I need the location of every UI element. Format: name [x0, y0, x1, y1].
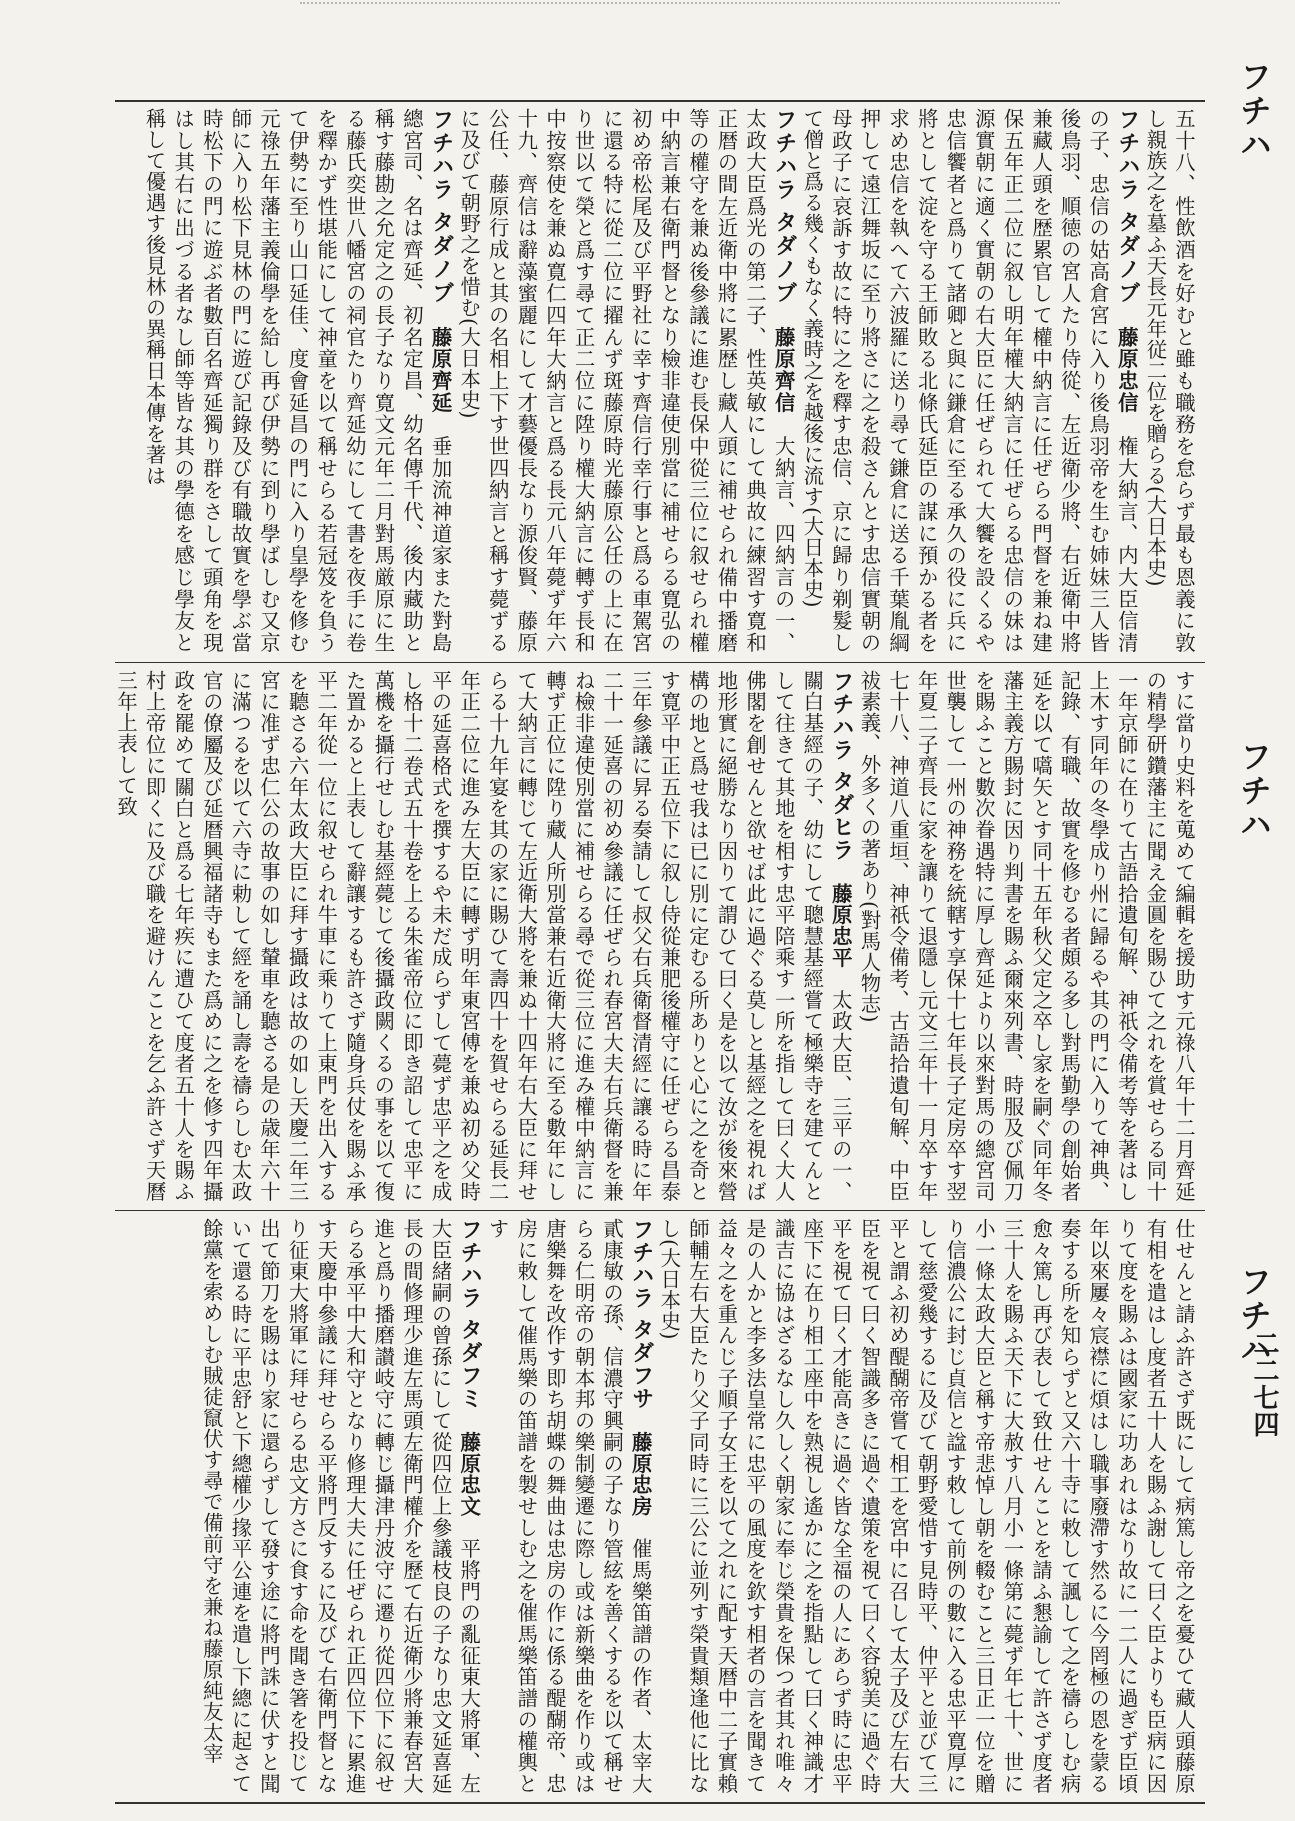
entry-reading: フチハラ タダヒラ — [828, 670, 854, 862]
running-head-top: フチハ — [1235, 60, 1273, 162]
entry-text: 権大納言、内大臣信清の子、忠信の姑高倉宮に入り後鳥羽帝を生む姉妹三人皆後鳥羽、順徳の宮人たり侍從、左近衛少將、右近衛中將兼藏人頭を歴累官して權中納言に任ぜらる門督を兼ね建保五年正二位に叙し明年權大納言に任ぜらる忠信の妹は源實朝に適く實朝の右大臣に任ぜられて大饗を設くるや忠信饗者と爲りて諸卿と與に鎌倉に至る承久の役に兵に將として淀を守る王師敗る北條氏延臣の謀に預かる者を求め忠信を執へて六波羅に送り尋て鎌倉に送る千葉胤綱押して遠江舞坂に至り將さに之を殺さんとす忠信實朝の母政子に哀訴す故に特に之を釋す忠信、京に歸り剃髮して僧と爲る幾くもなく義時之を越後に流す(大日本史) — [800, 108, 1139, 654]
entry-text: 仕せんと請ふ許さず既にして病篤し帝之を憂ひて藏人頭藤原有相を遣はし度者五十人を賜ふ謝して曰く臣よりも臣病に因りて度を賜ふは國家に功あれはなり故に一二人に過ぎず臣頃年以來屢々宸襟に煩はし職事廢滯す然るに今罔極の恩を蒙る奏する所を知らずと又六十寺に敕して諷して之を禱らしむ病愈々篤し再び表して致仕せんことを請ふ懇諭して許さず度者三十人を賜ふ天下に大赦す八月小一條第に薨ず年七十、世に小一條太政大臣と稱す帝悲悼し朝を輟むこと三日正一位を贈り信濃公に封じ貞信と諡す敕して前例の數に入る忠平寛厚にして慈愛幾するに及びて朝野愛惜す見時平、仲平と並びて三平と謂ふ初め醍醐帝嘗て相工を宮中に召して太子及び左右大臣を視て曰く智識多きに過ぐ遺策を視て曰く容貌美に過ぐ時平を視て曰く才能高きに過ぐ皆な全福の人にあらず時に忠平座下に在り相工座中を熟視し遙かに之を指點して曰く神識才識吉に協はざるなし久しく朝家に奉じ榮貴を保つ者其れ唯々是の人かと李多法皇常に忠平の風度を欽す相者の言を聞きて益々之を重んじ子順子女王を以て之れに配す天暦中二子實賴師輔左右大臣たり父子同時に三公に並列す榮貴類逢他に比なし(大日本史) — [657, 1218, 1196, 1794]
entry-text: 五十八、性飲酒を好むと雖も職務を怠らず最も恩義に敦し親族之を墓ふ天長元年従二位を贈らる(大日本史) — [1143, 108, 1196, 653]
running-head-middle: フチハ — [1235, 740, 1273, 842]
entry-fujiwara-tadanobu-2 — [457, 108, 796, 653]
entry-reading: フチハラ タダフサ — [628, 1218, 654, 1411]
entry-name: 藤原忠房 — [628, 1431, 653, 1517]
entry-name: 藤原忠平 — [828, 882, 853, 969]
scan-edge — [300, 2, 1060, 4]
entry-reading: フチハラ タダノブ — [428, 108, 454, 305]
entry-text: 垂加流神道家また對島總宮司、名は齊延、初名定昌、幼名傳千代、後内藏助と稱す藤勘之允定之の長子なり寛文元年二月對馬厳原に生る藤氏奕世八幡宮の祠官たり齊延幼にして書を夜手に卷を釋かず性堪能にして神童を以て稱せらる若冠笈を負うて伊勢に至り山口延佳、度會延昌の門に入り皇學を修む元祿五年藩主義倫學を給し再び伊勢に到り學ばしむ又京師に入り松下見林の門に遊び記錄及び有職故實を學ぶ當時松下の門に遊ぶ者數百名齊延獨り群をさして頭角を現はし其右に出づる者なし師等皆な其の學德を感じ學友と稱して優遇す後見林の異稱日本傳を著は — [142, 108, 453, 654]
entry-text: 平將門の亂征東大將軍、左大臣緒嗣の曾孫にして從四位上參議枝良の子なり忠文延喜延長の間修理少進左馬頭左衛門權介を歷て右近衛少將兼春宮大進と爲り播磨讃岐守に轉じ攝津丹波守に遷り從四位下に叙せらる承平中大和守となり修理大夫に任ぜられ正四位下に累進す天慶中參議に拜せらる平將門反するに及びて右衛門督となり征東大將軍に拜せらる忠文方さに食す命を聞き箸を投じて出て節刀を賜はり家に還らずして發す途に將門誅に伏すと聞いて還る時に平忠舒と下總權少掾平公連を遣し下總に起さて餘黨を索めしむ賊徒竄伏す尋で備前守を兼ね藤原純友太宰 — [199, 1218, 482, 1794]
page-number: 二二七四 — [1249, 1330, 1279, 1438]
entry-continuation — [1143, 108, 1196, 653]
running-head-bottom: フチハ — [1235, 1265, 1273, 1367]
entry-name: 藤原齊延 — [428, 326, 453, 414]
entry-name: 藤原忠文 — [457, 1431, 482, 1517]
entry-name: 藤原齊信 — [771, 326, 796, 414]
entry-fujiwara-tadanobu-1 — [800, 108, 1139, 653]
entry-fujiwara-tadahira — [114, 670, 853, 1202]
entry-text: 太政大臣、三平の一、關白基經の子、幼にして聰慧基經嘗て極樂寺を建てんとして往きて其地を相す忠平陪乘す一所を指して曰く大人佛閣を創せんと欲せば此に過ぐる莫しと基經之を視れば地形實に絕勝なり因りて謂ひて曰く是を以て汝が後來營構の地と爲せ我は已に別に定むる所ありと心に之を奇とす寛平中正五位下に叙し侍從兼肥後權守に任ぜらる昌泰三年參議に昇る奏請して叔父右兵衛督清經に讓る時に年二十一延喜の初め參議に任ぜられ春宮大夫右兵衛督を兼ね檢非違使別當に補せらる尋で從三位に進み權中納言に轉ず正位に陞り藏人所別當兼右近衛大將に至る數年にして大納言に轉じて左近衛大將を兼ぬ十四年右大臣に拜せらる十九年宴を其の家に賜ひて壽四十を賀せらる延長二年正二位に進み左大臣に轉ず明年東宮傅を兼ぬ初め父時平の延喜格式を撰するや未だ成らずして薨ず忠平之を成し格十二卷式五十卷を上る朱雀帝位に即き詔して忠平に萬機を攝行せしむ基經薨じて後攝政闕くるの事を以て復た置かると上表して辭讓するも許さず隨身兵仗を賜ふ承平二年從一位に叙せられ牛車に乘りて上東門を出入するを聽さる六年太政大臣に拜す攝政は故の如し天慶二年三宮に准ず忠仁公の故事の如し輦車を聽さる是の歳年六十に滿つるを以て六寺に勅して經を誦し壽を禱らしむ太政官の僚屬及び延暦興福諸寺もまた爲めに之を修す四年攝政を罷めて關白と爲る七年疾に遭ひて度者五十人を賜ふ村上帝位に即くに及び職を避けんことを乞ふ許さず天曆三年上表して致 — [114, 670, 853, 1203]
entry-text: 大納言、四納言の一、太政大臣爲光の第二子、性英敏にして典故に練習す寛和正暦の間左近衛中將に累歴し藏人頭に補せられ備中播磨等の權守を兼ぬ後參議に進む長保中從三位に叙せられ權中納言兼右衛門督となり檢非違使別當に補せらる寛弘の初め帝松尾及び平野社に幸す齊信行幸行事と爲る車駕宮に還る特に從二位に擢んず斑藤原時光藤原公任の上に在り世以て榮と爲す尋て正二位に陞り權大納言に轉ず長和中按察使を兼ぬ寛仁四年大納言と爲る長元八年薨ず年六十九、齊信は辭藻蜜麗にして才藝優長なり源俊賢、藤原公任、藤原行成と其の名相上下す世四納言と稱す薨ずるに及びて朝野之を惜む(大日本史) — [457, 108, 796, 654]
entry-fujiwara-tadanobu-3 — [143, 108, 453, 653]
entry-text: 催馬樂笛譜の作者、太宰大貳康敏の孫、信濃守興嗣の子なり管絃を善くするを以て稱せらる仁明帝の朝本邦の樂制變遷に際し或は新樂曲を作り或は唐樂舞を改作す即ち胡蝶の舞曲は忠房の作に係る醍醐帝、忠房に敕して催馬樂の笛譜を製せしむ之を催馬樂笛譜の權輿とす — [485, 1218, 653, 1794]
entry-fujiwara-tadafumi — [200, 1218, 481, 1794]
tier-upper — [122, 108, 1198, 653]
entry-reading: フチハラ タダノブ — [1114, 108, 1140, 305]
entry-reading: フチハラ タダノブ — [771, 108, 797, 305]
entry-fujiwara-tadafusa — [486, 1218, 653, 1794]
entry-name: 藤原忠信 — [1114, 326, 1139, 414]
entry-continuation — [857, 670, 1196, 1202]
tier-lower — [122, 1218, 1198, 1794]
entry-text: すに當り史料を蒐めて編輯を援助す元祿八年十二月齊延の精學研鑽藩主に聞え金圓を賜ひて之れを賞せらる同十一年京師に在りて古語拾遺旬解、神祇令備考等を著はし上木す同年の冬學成り州に歸るや其の門に入りて神典、記錄、有職、故實を修むる者頗る多し對馬勤學の創始者延を以て嚆矢とす同十五年秋父定之卒し家を嗣ぐ同年冬藩主義方賜封に因り判書を賜ふ爾來列書、時服及び佩刀を賜ふこと數次眷遇特に厚し齊延より以來對馬の總宮司世襲して一州の神務を統轄す享保十七年長子定房卒す翌年夏二子齊長に家を讓りて退隱し元文三年十一月卒す年七十八、神道八重垣、神祇令備考、古語拾遺旬解、中臣祓素義、外多くの著あり(對馬人物志) — [857, 670, 1196, 1202]
entry-continuation — [657, 1218, 1196, 1794]
tier-divider-1 — [115, 662, 1205, 663]
tier-divider-2 — [115, 1210, 1205, 1211]
entry-reading: フチハラ タダフミ — [457, 1218, 483, 1411]
tier-middle — [114, 670, 1198, 1203]
